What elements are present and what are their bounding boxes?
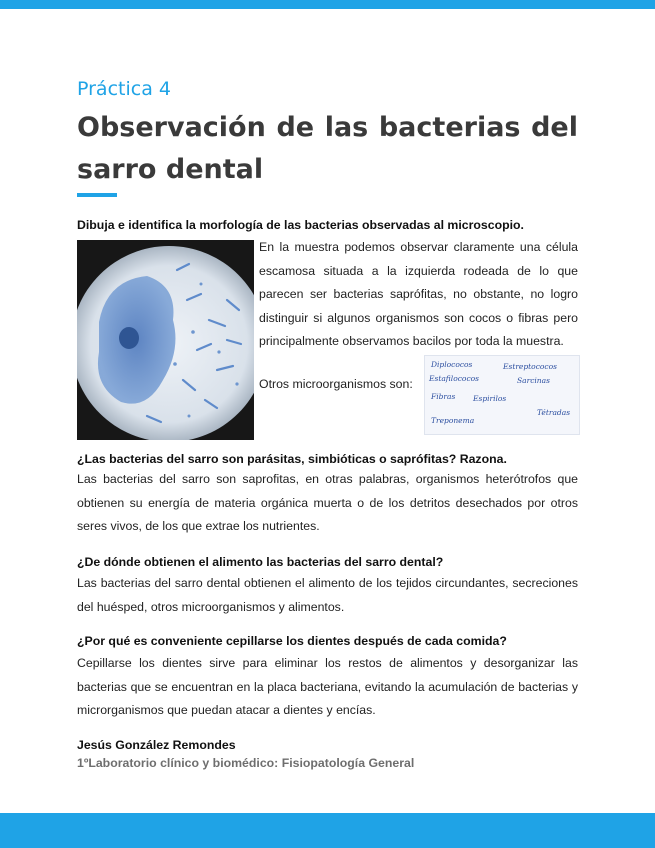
question-food-source: ¿De dónde obtienen el alimento las bacterias del sarro dental? (77, 555, 444, 569)
microscope-image (77, 240, 254, 440)
answer-brushing: Cepillarse los dientes sirve para eliminar los restos de alimentos y desorganizar las bacterias que se encuentran en la placa bacteriana, evitando la acumulación de bacterias y microrganismos que puedan atacar a dientes y encías. (77, 656, 578, 717)
top-accent-bar (0, 0, 655, 9)
bottom-accent-bar (0, 813, 655, 848)
handwritten-note: Tétradas (537, 408, 571, 417)
handwritten-note: Estreptococos (503, 362, 557, 371)
course-name: 1ºLaboratorio clínico y biomédico: Fisiopatología General (77, 756, 415, 770)
title-underline (77, 193, 117, 197)
handwritten-note: Estafilococos (429, 374, 480, 383)
question-brushing: ¿Por qué es conveniente cepillarse los dientes después de cada comida? (77, 634, 507, 648)
question-morphology: Dibuja e identifica la morfología de las bacterias observadas al microscopio. (77, 218, 524, 232)
author-name: Jesús González Remondes (77, 738, 236, 752)
handwritten-notes-image (424, 355, 580, 435)
answer-parasitic: Las bacterias del sarro son saprofitas, en otras palabras, organismos heterótrofos que obtienen su energía de materia orgánica muerta o de los detritos desechados por otros seres vivos, de los que extrae los nutrientes. (77, 472, 578, 533)
question-parasitic: ¿Las bacterias del sarro son parásitas, simbióticas o saprófitas? Razona. (77, 452, 507, 466)
other-microorganisms-label: Otros microorganismos son: (259, 377, 413, 391)
microscope-view-icon (77, 240, 254, 440)
practice-label: Práctica 4 (77, 78, 171, 100)
handwritten-note: Diplococos (431, 360, 473, 369)
handwritten-note: Treponema (431, 416, 475, 425)
handwritten-note: Espirilos (473, 394, 507, 403)
handwritten-note: Sarcinas (517, 376, 550, 385)
observation-paragraph: En la muestra podemos observar claramente una célula escamosa situada a la izquierda rodeada de lo que parecen ser bacterias saprófitas, no obstante, no logro distinguir si algunos organismos son cocos o fibras pero principalmente observamos bacilos por toda la muestra. (259, 240, 578, 348)
handwritten-note: Fibras (431, 392, 456, 401)
page-title: Observación de las bacterias del sarro dental (77, 112, 578, 185)
answer-food-source: Las bacterias del sarro dental obtienen el alimento de los tejidos circundantes, secreciones del huésped, otros microorganismos y alimentos. (77, 576, 578, 614)
